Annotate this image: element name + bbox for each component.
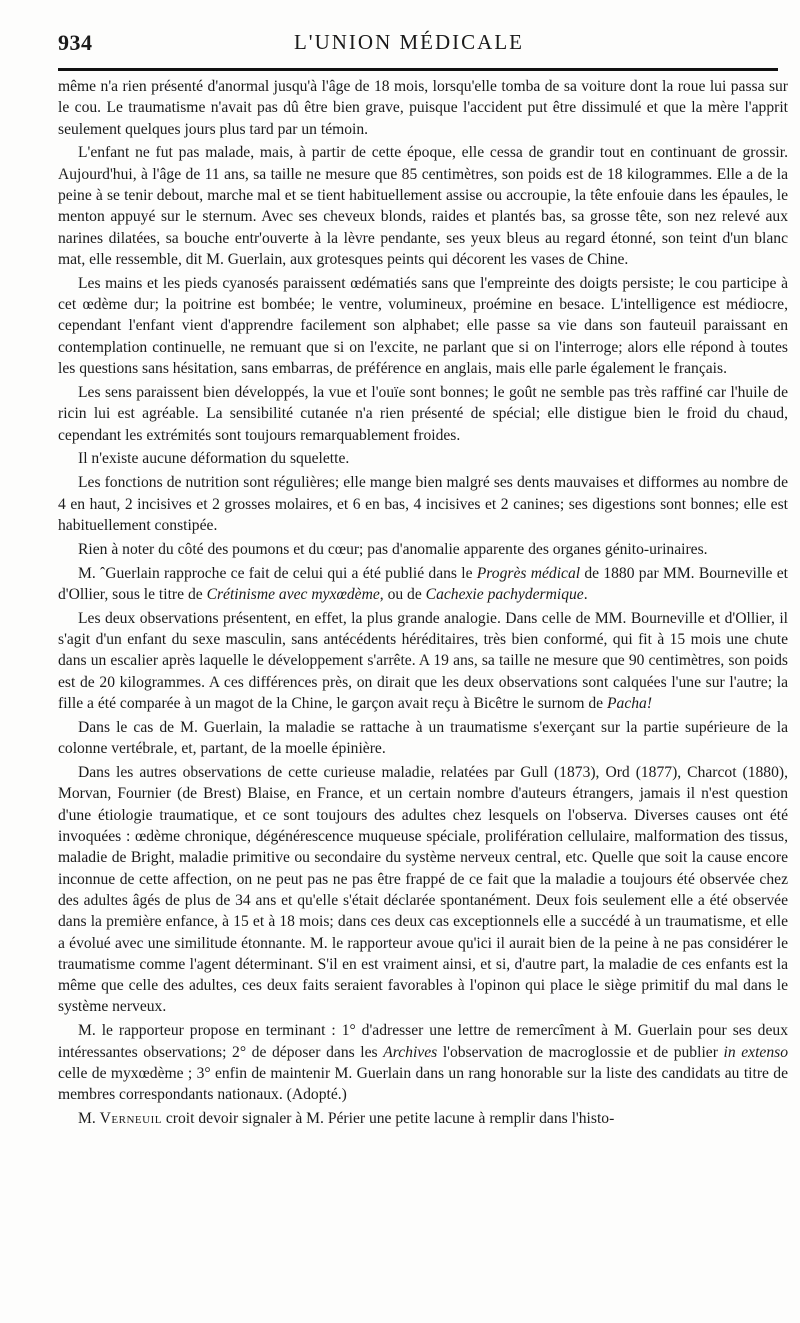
text-run: croit devoir signaler à M. Périer une petite lacune à remplir dans l'histo- bbox=[161, 1110, 615, 1128]
paragraph-guerlain-comparison bbox=[58, 563, 788, 606]
paragraph-verneuil bbox=[58, 1108, 788, 1129]
latin-phrase: in extenso bbox=[723, 1043, 788, 1061]
text-run: de 1880 par MM. Bourneville et d'Ollier, sous le titre de bbox=[58, 564, 788, 603]
journal-citation: Archives bbox=[383, 1043, 438, 1061]
text-run: l'observation de macroglossie et de publier bbox=[437, 1043, 724, 1061]
paragraph: L'enfant ne fut pas malade, mais, à partir de cette époque, elle cessa de grandir tout en continuant de grossir. Aujourd'hui, à l'âge de 11 ans, sa taille ne mesure que 85 centimètres, son poids est de 18 kilogrammes. Elle a de la peine à se tenir debout, marche mal et se tient habituellement assise ou accroupie, la tête enfouie dans les épaules, le menton appuyé sur le sternum. Avec ses cheveux blonds, raides et plantés bas, sa grosse tête, son nez relevé aux narines dilatées, sa bouche entr'ouverte à la lèvre pendante, ses yeux bleus au regard étonné, son teint d'un blanc mat, elle ressemble, dit M. Guerlain, aux grotesques peints qui décorent les vases de Chine. bbox=[58, 144, 788, 268]
paragraph-rapporteur bbox=[58, 1020, 788, 1105]
text-run: celle de myxœdème ; 3° enfin de maintenir M. Guerlain dans un rang honorable sur la liste des candidats au titre de membres correspondants nationaux. (Adopté.) bbox=[58, 1064, 788, 1104]
nickname: Pacha! bbox=[607, 695, 653, 713]
article-body bbox=[58, 76, 788, 1132]
paragraph-observations bbox=[58, 608, 788, 714]
text-run: M. le rapporteur propose en terminant : 1° d'adresser une lettre de remercîment à M. Guerlain pour ses deux intéressantes observations; 2° de déposer dans les bbox=[58, 1022, 788, 1061]
paragraph: Les mains et les pieds cyanosés paraissent œdématiés sans que l'empreinte des doigts persiste; le cou participe à cet œdème dur; la poitrine est bombée; le ventre, volumineux, proémine en besace. L'intelligence est médiocre, cependant l'enfant vient d'apprendre facilement son alphabet; elle passe sa vie dans son fauteuil paraissant en contemplation continuelle, ne remuant que si on l'excite, ne parlant que si on l'interroge; alors elle répond à toutes les questions sans hésitation, sans embarras, de préférence en anglais, mais elle parle également le français. bbox=[58, 274, 788, 378]
text-run: M. bbox=[78, 1110, 100, 1128]
journal-citation: Progrès médical bbox=[476, 564, 581, 582]
article-title-citation: Crétinisme avec myxœdème bbox=[206, 585, 380, 603]
paragraph: Les fonctions de nutrition sont régulières; elle mange bien malgré ses dents mauvaises et difformes au nombre de 4 en haut, 2 incisives et 2 grosses molaires, et 6 en bas, 4 incisives et 2 canines; ses digestions sont bonnes; elle est habituellement constipée. bbox=[58, 474, 788, 534]
page-number: 934 bbox=[58, 30, 93, 55]
text-run: . bbox=[583, 585, 588, 603]
header-rule bbox=[58, 68, 778, 71]
text-run: M. ˆGuerlain rapproche ce fait de celui qui a été publié dans le bbox=[78, 564, 477, 582]
paragraph: Il n'existe aucune déformation du squelette. bbox=[78, 450, 350, 468]
text-run: Les deux observations présentent, en effet, la plus grande analogie. Dans celle de MM. Bourneville et d'Ollier, il s'agit d'un enfant du sexe masculin, sans antécédents héréditaires, très bien conformé, qui fit à 15 mois une chute dans un escalier après laquelle le développement s'arrête. A 19 ans, sa taille ne mesure que 90 centimètres, son poids est de 20 kilogrammes. A ces différences près, on dirait que les deux observations sont calquées l'une sur l'autre; la fille a été comparée à un magot de la Chine, le garçon avait reçu à Bicêtre le surnom de bbox=[58, 609, 788, 713]
text-run: , ou de bbox=[379, 585, 426, 603]
speaker-name: Verneuil bbox=[99, 1110, 162, 1128]
paragraph: Dans les autres observations de cette curieuse maladie, relatées par Gull (1873), Ord (1877), Charcot (1880), Morvan, Fournier (de Brest) Blaise, en France, et un certain nombre d'auteurs étrangers, jamais il n'est question d'une étiologie traumatique, et ce sont toujours des adultes chez lesquels on l'observa. Diverses causes ont été invoquées : œdème chronique, dégénérescence muqueuse spéciale, prolifération cellulaire, malformation des tissus, maladie de Bright, maladie primitive ou secondaire du système nerveux central, etc. Quelle que soit la cause encore inconnue de cette affection, on ne peut pas ne pas être frappé de ce fait que la maladie a toujours été observée chez des adultes âgés de plus de 34 ans et qu'elle s'était déclarée spontanément. Deux fois seulement elle a été observée dans la première enfance, à 15 et à 18 mois; dans ces deux cas exceptionnels elle a succédé à un traumatisme, et elle a évolué avec une similitude étonnante. M. le rapporteur avoue qu'ici il aurait bien de la peine à ne pas considérer le traumatisme comme l'agent déterminant. S'il en est vraiment ainsi, et si, d'autre part, la maladie de ces enfants est la même que celle des adultes, ces deux faits seraient favorables à l'opinon qui place le siège primitif du mal dans le système nerveux. bbox=[58, 764, 788, 1016]
paragraph: Dans le cas de M. Guerlain, la maladie se rattache à un traumatisme s'exerçant sur la partie supérieure de la colonne vertébrale, et, partant, de la moelle épinière. bbox=[58, 718, 788, 758]
running-head bbox=[58, 30, 760, 58]
paragraph: Les sens paraissent bien développés, la vue et l'ouïe sont bonnes; le goût ne semble pas très raffiné car l'huile de ricin lui est agréable. La sensibilité cutanée n'a rien présenté de spécial; elle distigue bien le froid du chaud, cependant les extrémités sont toujours remarquablement froides. bbox=[58, 383, 788, 444]
journal-title: L'UNION MÉDICALE bbox=[293, 30, 524, 54]
paragraph: Rien à noter du côté des poumons et du cœur; pas d'anomalie apparente des organes génito-urinaires. bbox=[78, 540, 708, 558]
article-title-citation: Cachexie pachydermique bbox=[425, 585, 584, 603]
paragraph: même n'a rien présenté d'anormal jusqu'à l'âge de 18 mois, lorsqu'elle tomba de sa voiture dont la roue lui passa sur le cou. Le traumatisme n'avait pas dû être bien grave, puisque l'accident put être dissimulé et que la mère l'apprit seulement quelques jours plus tard par un témoin. bbox=[58, 78, 788, 138]
